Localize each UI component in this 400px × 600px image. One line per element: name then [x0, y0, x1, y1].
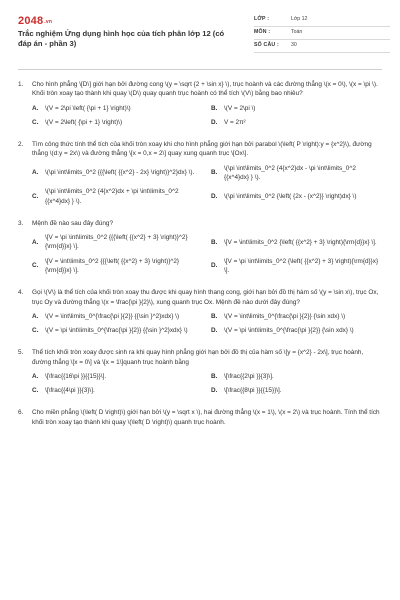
document-meta — [254, 14, 390, 53]
answer-option-d[interactable] — [211, 386, 382, 395]
option-letter: D. — [211, 118, 218, 126]
question-3 — [18, 219, 382, 275]
question-list — [18, 80, 382, 440]
option-text: V = 2π² — [224, 118, 246, 126]
question-text: Thể tích khối tròn xoay được sinh ra khi quay hình phẳng giới hạn bởi đồ thị của hàm số \[y = {x^2} - 2x\], trục hoành, đường thẳng \[x = 0\] và \[x = 1\]quanh trục hoành bằng — [32, 349, 364, 366]
answer-option-c[interactable] — [32, 187, 203, 206]
question-6 — [18, 408, 382, 427]
option-letter: B. — [211, 312, 218, 320]
option-letter: A. — [32, 104, 39, 112]
option-letter: C. — [32, 118, 39, 126]
option-letter: A. — [32, 169, 39, 177]
site-logo[interactable] — [18, 14, 52, 30]
option-letter: D. — [211, 192, 218, 200]
answer-option-d[interactable] — [211, 187, 382, 206]
question-text: Mệnh đề nào sau đây đúng? — [32, 219, 114, 227]
question-number: 5. — [18, 349, 24, 357]
answer-option-c[interactable] — [32, 257, 203, 276]
question-text: Cho miền phẳng \(\left( D \right)\) giới hạn bởi \(y = \sqrt x \), hai đường thẳng \(x = 1\), \(x = 2\) và trục hoành. Tính thể tích khối tròn xoay tạo thành khi quay \(\left( D \right)\) quanh trục hoành. — [32, 409, 380, 426]
option-text: \(\pi \int\limits_0^2 {4{x^2}dx + \pi \int\limits_0^2 {{x^4}dx} } \). — [45, 188, 179, 205]
answer-option-c[interactable] — [32, 118, 203, 127]
option-letter: B. — [211, 169, 218, 177]
answer-option-c[interactable] — [32, 326, 203, 335]
option-text: \[V = \int\limits_0^2 {\left( {{x^2} + 3} \right){\rm{d}}x} \]. — [224, 238, 377, 246]
option-text: \[\frac{{2\pi }}{3}\]. — [224, 372, 274, 380]
option-text: \(V = 2\pi \) — [224, 104, 256, 112]
answer-option-a[interactable] — [32, 372, 203, 381]
option-text: \(V = 2\pi \left( {\pi + 1} \right)\) — [45, 104, 131, 112]
option-letter: C. — [32, 327, 39, 335]
answer-option-d[interactable] — [211, 257, 382, 276]
document-header — [18, 12, 388, 58]
answer-options — [32, 372, 382, 396]
answer-option-b[interactable] — [211, 233, 382, 252]
option-letter: D. — [211, 262, 218, 270]
answer-option-b[interactable] — [211, 104, 382, 113]
question-text: Gọi \(V\) là thể tích của khối tròn xoay thu được khi quay hình thang cong, giới hạn bởi đồ thị hàm số \(y = \sin x\), trục Ox, trục Oy và đường thẳng \(x = \frac{\pi }{2}\), xung quanh trục Ox. Mệnh đề nào dưới đây đúng? — [32, 289, 379, 306]
answer-options — [32, 104, 382, 128]
question-text: Cho hình phẳng \[D\] giới hạn bởi đường cong \(y = \sqrt {2 + \sin x} \), trục hoành và các đường thẳng \(x = 0\), \(x = \pi \). Khối tròn xoay tạo thành khi quay \(D\) quay quanh trục hoành có thể tích \(V\) bằng bao nhiêu? — [32, 81, 378, 98]
question-number: 6. — [18, 409, 24, 417]
option-text: \[\frac{{16\pi }}{{15}}\]. — [45, 372, 107, 380]
logo-tld: .vn — [44, 19, 53, 25]
option-letter: B. — [211, 372, 218, 380]
logo-text: 2048 — [18, 15, 44, 27]
option-text: \[V = \int\limits_0^2 {{{\left( {{x^2} + 3} \right)}^2}{\rm{d}}x} \]. — [45, 257, 180, 274]
meta-key: LỚP : — [254, 16, 270, 23]
option-text: \(V = \pi \int\limits_0^{\frac{\pi }{2}} {{\sin }^2}xdx} \) — [45, 327, 188, 335]
meta-key: SỐ CÂU : — [254, 42, 279, 49]
option-text: \(V = \int\limits_0^{\frac{\pi }{2}} {\sin xdx} \) — [224, 312, 346, 320]
option-letter: C. — [32, 262, 39, 270]
question-4 — [18, 288, 382, 335]
option-text: \(V = \int\limits_0^{\frac{\pi }{2}} {{\sin }^2}xdx} \) — [45, 312, 180, 320]
meta-value: Lớp 12 — [291, 16, 308, 23]
answer-options — [32, 164, 382, 206]
question-number: 1. — [18, 81, 24, 88]
question-5 — [18, 348, 382, 395]
answer-option-b[interactable] — [211, 372, 382, 381]
answer-option-c[interactable] — [32, 386, 203, 395]
option-letter: A. — [32, 312, 39, 320]
option-text: \(\pi \int\limits_0^2 {{{\left( {{x^2} - 2x} \right)}^2}dx} \). — [45, 169, 195, 177]
option-text: \[V = \pi \int\limits_0^2 {\left( {{x^2} + 3} \right){\rm{d}}x} \]. — [224, 257, 379, 274]
meta-key: MÔN : — [254, 29, 271, 36]
answer-option-d[interactable] — [211, 326, 382, 335]
question-text: Tìm công thức tính thể tích của khối tròn xoay khi cho hình phẳng giới hạn bởi parabol \(\left( P \right):y = {x^2}\), đường thẳng \(d:y = 2x\) và đường thẳng \[x = 0,x = 2\] quay xung quanh trục \[Ox\]. — [32, 141, 372, 158]
answer-option-a[interactable] — [32, 164, 203, 183]
question-1 — [18, 80, 382, 127]
answer-option-a[interactable] — [32, 233, 203, 252]
question-2 — [18, 140, 382, 206]
answer-options — [32, 312, 382, 336]
option-text: \(\pi \int\limits_0^2 {4{x^2}dx - \pi \int\limits_0^2 {{x^4}dx} } \). — [224, 164, 356, 181]
option-letter: C. — [32, 192, 39, 200]
option-text: \[\frac{{8\pi }}{{15}}\]. — [224, 387, 282, 395]
meta-row-subject — [254, 27, 390, 40]
header-divider — [18, 69, 382, 70]
option-letter: D. — [211, 387, 218, 395]
option-letter: A. — [32, 372, 39, 380]
option-letter: B. — [211, 104, 218, 112]
meta-value: Toán — [291, 29, 303, 36]
option-text: \(V = 2\left( {\pi + 1} \right)\) — [45, 118, 123, 126]
option-letter: A. — [32, 238, 39, 246]
answer-option-b[interactable] — [211, 312, 382, 321]
option-letter: C. — [32, 387, 39, 395]
meta-row-count — [254, 40, 390, 53]
answer-option-a[interactable] — [32, 312, 203, 321]
option-text: \(\pi \int\limits_0^2 {\left( {2x - {x^2}} \right)dx} \) — [224, 192, 357, 200]
question-number: 2. — [18, 141, 24, 149]
answer-option-b[interactable] — [211, 164, 382, 183]
question-number: 3. — [18, 219, 24, 227]
option-text: \[V = \pi \int\limits_0^2 {{{\left( {{x^2} + 3} \right)}^2}{\rm{d}}x} \]. — [45, 234, 188, 251]
answer-option-a[interactable] — [32, 104, 203, 113]
meta-value: 30 — [291, 42, 297, 49]
option-letter: D. — [211, 327, 218, 335]
option-text: \(V = \pi \int\limits_0^{\frac{\pi }{2}} {\sin xdx} \) — [224, 327, 354, 335]
meta-row-class — [254, 14, 390, 27]
option-letter: B. — [211, 238, 218, 246]
question-number: 4. — [18, 289, 24, 297]
answer-options — [32, 233, 382, 275]
answer-option-d[interactable] — [211, 118, 382, 127]
option-text: \[\frac{{4\pi }}{3}\]. — [45, 387, 95, 395]
document-title: Trắc nghiệm Ứng dụng hình học của tích phân lớp 12 (có đáp án - phần 3) — [18, 29, 225, 49]
